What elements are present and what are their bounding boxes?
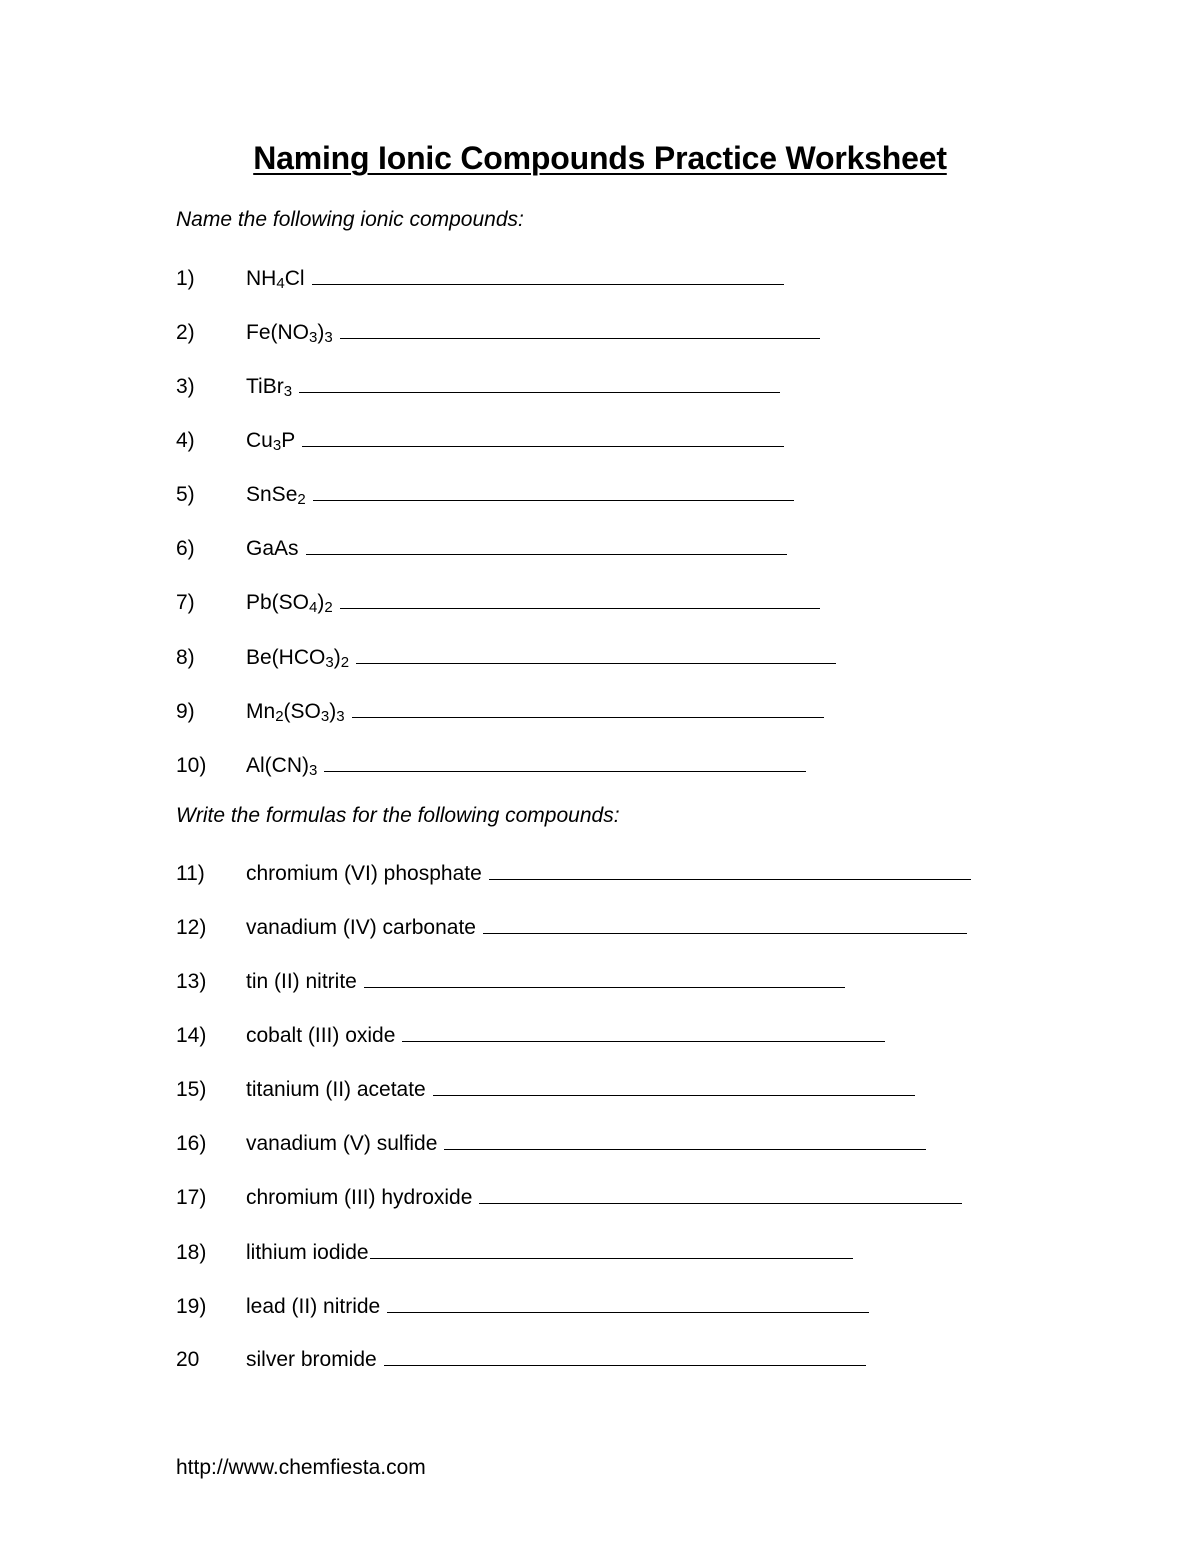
question-number: 8) bbox=[176, 646, 195, 669]
compound-formula: $Fe(NO_3)_3$ bbox=[246, 321, 333, 346]
question-number: 2) bbox=[176, 321, 195, 344]
question-number: 1) bbox=[176, 267, 195, 290]
question-number: 6) bbox=[176, 537, 195, 560]
answer-blank[interactable] bbox=[313, 480, 794, 501]
compound-name: chromium (VI) phosphate bbox=[246, 862, 482, 885]
compound-formula: $Al(CN)_3$ bbox=[246, 754, 318, 779]
question-content bbox=[246, 372, 780, 402]
compound-name: lead (II) nitride bbox=[246, 1295, 381, 1318]
answer-blank[interactable] bbox=[324, 751, 806, 772]
compound-name: lithium iodide bbox=[246, 1241, 369, 1264]
question-number: 3) bbox=[176, 375, 195, 398]
question-number: 5) bbox=[176, 483, 195, 506]
answer-blank[interactable] bbox=[356, 643, 836, 664]
question-number: 11) bbox=[176, 862, 205, 885]
answer-blank[interactable] bbox=[370, 1238, 853, 1259]
question-content bbox=[246, 318, 820, 348]
question-number: 4) bbox=[176, 429, 195, 452]
compound-name: vanadium (IV) carbonate bbox=[246, 916, 476, 939]
answer-blank[interactable] bbox=[312, 264, 784, 285]
question-content bbox=[246, 1021, 885, 1051]
compound-name: titanium (II) acetate bbox=[246, 1078, 426, 1101]
answer-blank[interactable] bbox=[306, 534, 787, 555]
answer-blank[interactable] bbox=[364, 967, 845, 988]
compound-name: vanadium (V) sulfide bbox=[246, 1132, 438, 1155]
answer-blank[interactable] bbox=[352, 697, 824, 718]
answer-blank[interactable] bbox=[483, 913, 967, 934]
question-number: 9) bbox=[176, 700, 195, 723]
question-number: 7) bbox=[176, 591, 195, 614]
question-number: 18) bbox=[176, 1241, 207, 1264]
question-content bbox=[246, 480, 794, 510]
compound-name: cobalt (III) oxide bbox=[246, 1024, 396, 1047]
question-content bbox=[246, 534, 787, 564]
question-number: 12) bbox=[176, 916, 207, 939]
section2-instruction: Write the formulas for the following compounds: bbox=[176, 804, 620, 827]
question-number: 10) bbox=[176, 754, 207, 777]
compound-formula: TiBr$_3$ bbox=[246, 375, 293, 400]
question-number: 20 bbox=[176, 1348, 200, 1371]
section1-instruction: Name the following ionic compounds: bbox=[176, 208, 524, 231]
question-number: 17) bbox=[176, 1186, 207, 1209]
question-number: 14) bbox=[176, 1024, 207, 1047]
question-content bbox=[246, 1238, 853, 1268]
question-number: 15) bbox=[176, 1078, 207, 1101]
question-number: 13) bbox=[176, 970, 207, 993]
question-content bbox=[246, 426, 784, 456]
question-content bbox=[246, 1075, 915, 1105]
question-content bbox=[246, 859, 971, 889]
answer-blank[interactable] bbox=[340, 318, 820, 339]
footer-url[interactable]: http://www.chemfiesta.com bbox=[176, 1456, 426, 1479]
question-content bbox=[246, 1129, 926, 1159]
answer-blank[interactable] bbox=[444, 1129, 926, 1150]
question-content bbox=[246, 643, 836, 673]
answer-blank[interactable] bbox=[302, 426, 784, 447]
compound-formula: $Mn_2(SO_3)_3$ bbox=[246, 700, 345, 725]
answer-blank[interactable] bbox=[387, 1292, 869, 1313]
worksheet-title: Naming Ionic Compounds Practice Worksheet bbox=[253, 140, 947, 176]
answer-blank[interactable] bbox=[340, 588, 820, 609]
question-content bbox=[246, 913, 967, 943]
question-content bbox=[246, 1292, 869, 1322]
answer-blank[interactable] bbox=[489, 859, 971, 880]
question-number: 19) bbox=[176, 1295, 207, 1318]
compound-formula: $Pb(SO_4)_2$ bbox=[246, 591, 333, 616]
question-content bbox=[246, 967, 845, 997]
answer-blank[interactable] bbox=[299, 372, 780, 393]
compound-formula: SnSe$_2$ bbox=[246, 483, 306, 508]
compound-name: tin (II) nitrite bbox=[246, 970, 357, 993]
answer-blank[interactable] bbox=[402, 1021, 885, 1042]
question-content bbox=[246, 264, 784, 294]
compound-formula: $NH_4Cl$ bbox=[246, 267, 305, 292]
compound-formula: $Be(HCO_3)_2$ bbox=[246, 646, 350, 671]
compound-formula: GaAs bbox=[246, 537, 299, 560]
question-content bbox=[246, 1345, 866, 1375]
question-content bbox=[246, 1183, 962, 1213]
question-content bbox=[246, 751, 806, 781]
answer-blank[interactable] bbox=[384, 1345, 866, 1366]
question-content bbox=[246, 588, 820, 618]
answer-blank[interactable] bbox=[479, 1183, 962, 1204]
compound-name: silver bromide bbox=[246, 1348, 377, 1371]
compound-formula: $Cu_3P$ bbox=[246, 429, 296, 454]
question-number: 16) bbox=[176, 1132, 207, 1155]
compound-name: chromium (III) hydroxide bbox=[246, 1186, 473, 1209]
answer-blank[interactable] bbox=[433, 1075, 915, 1096]
question-content bbox=[246, 697, 824, 727]
